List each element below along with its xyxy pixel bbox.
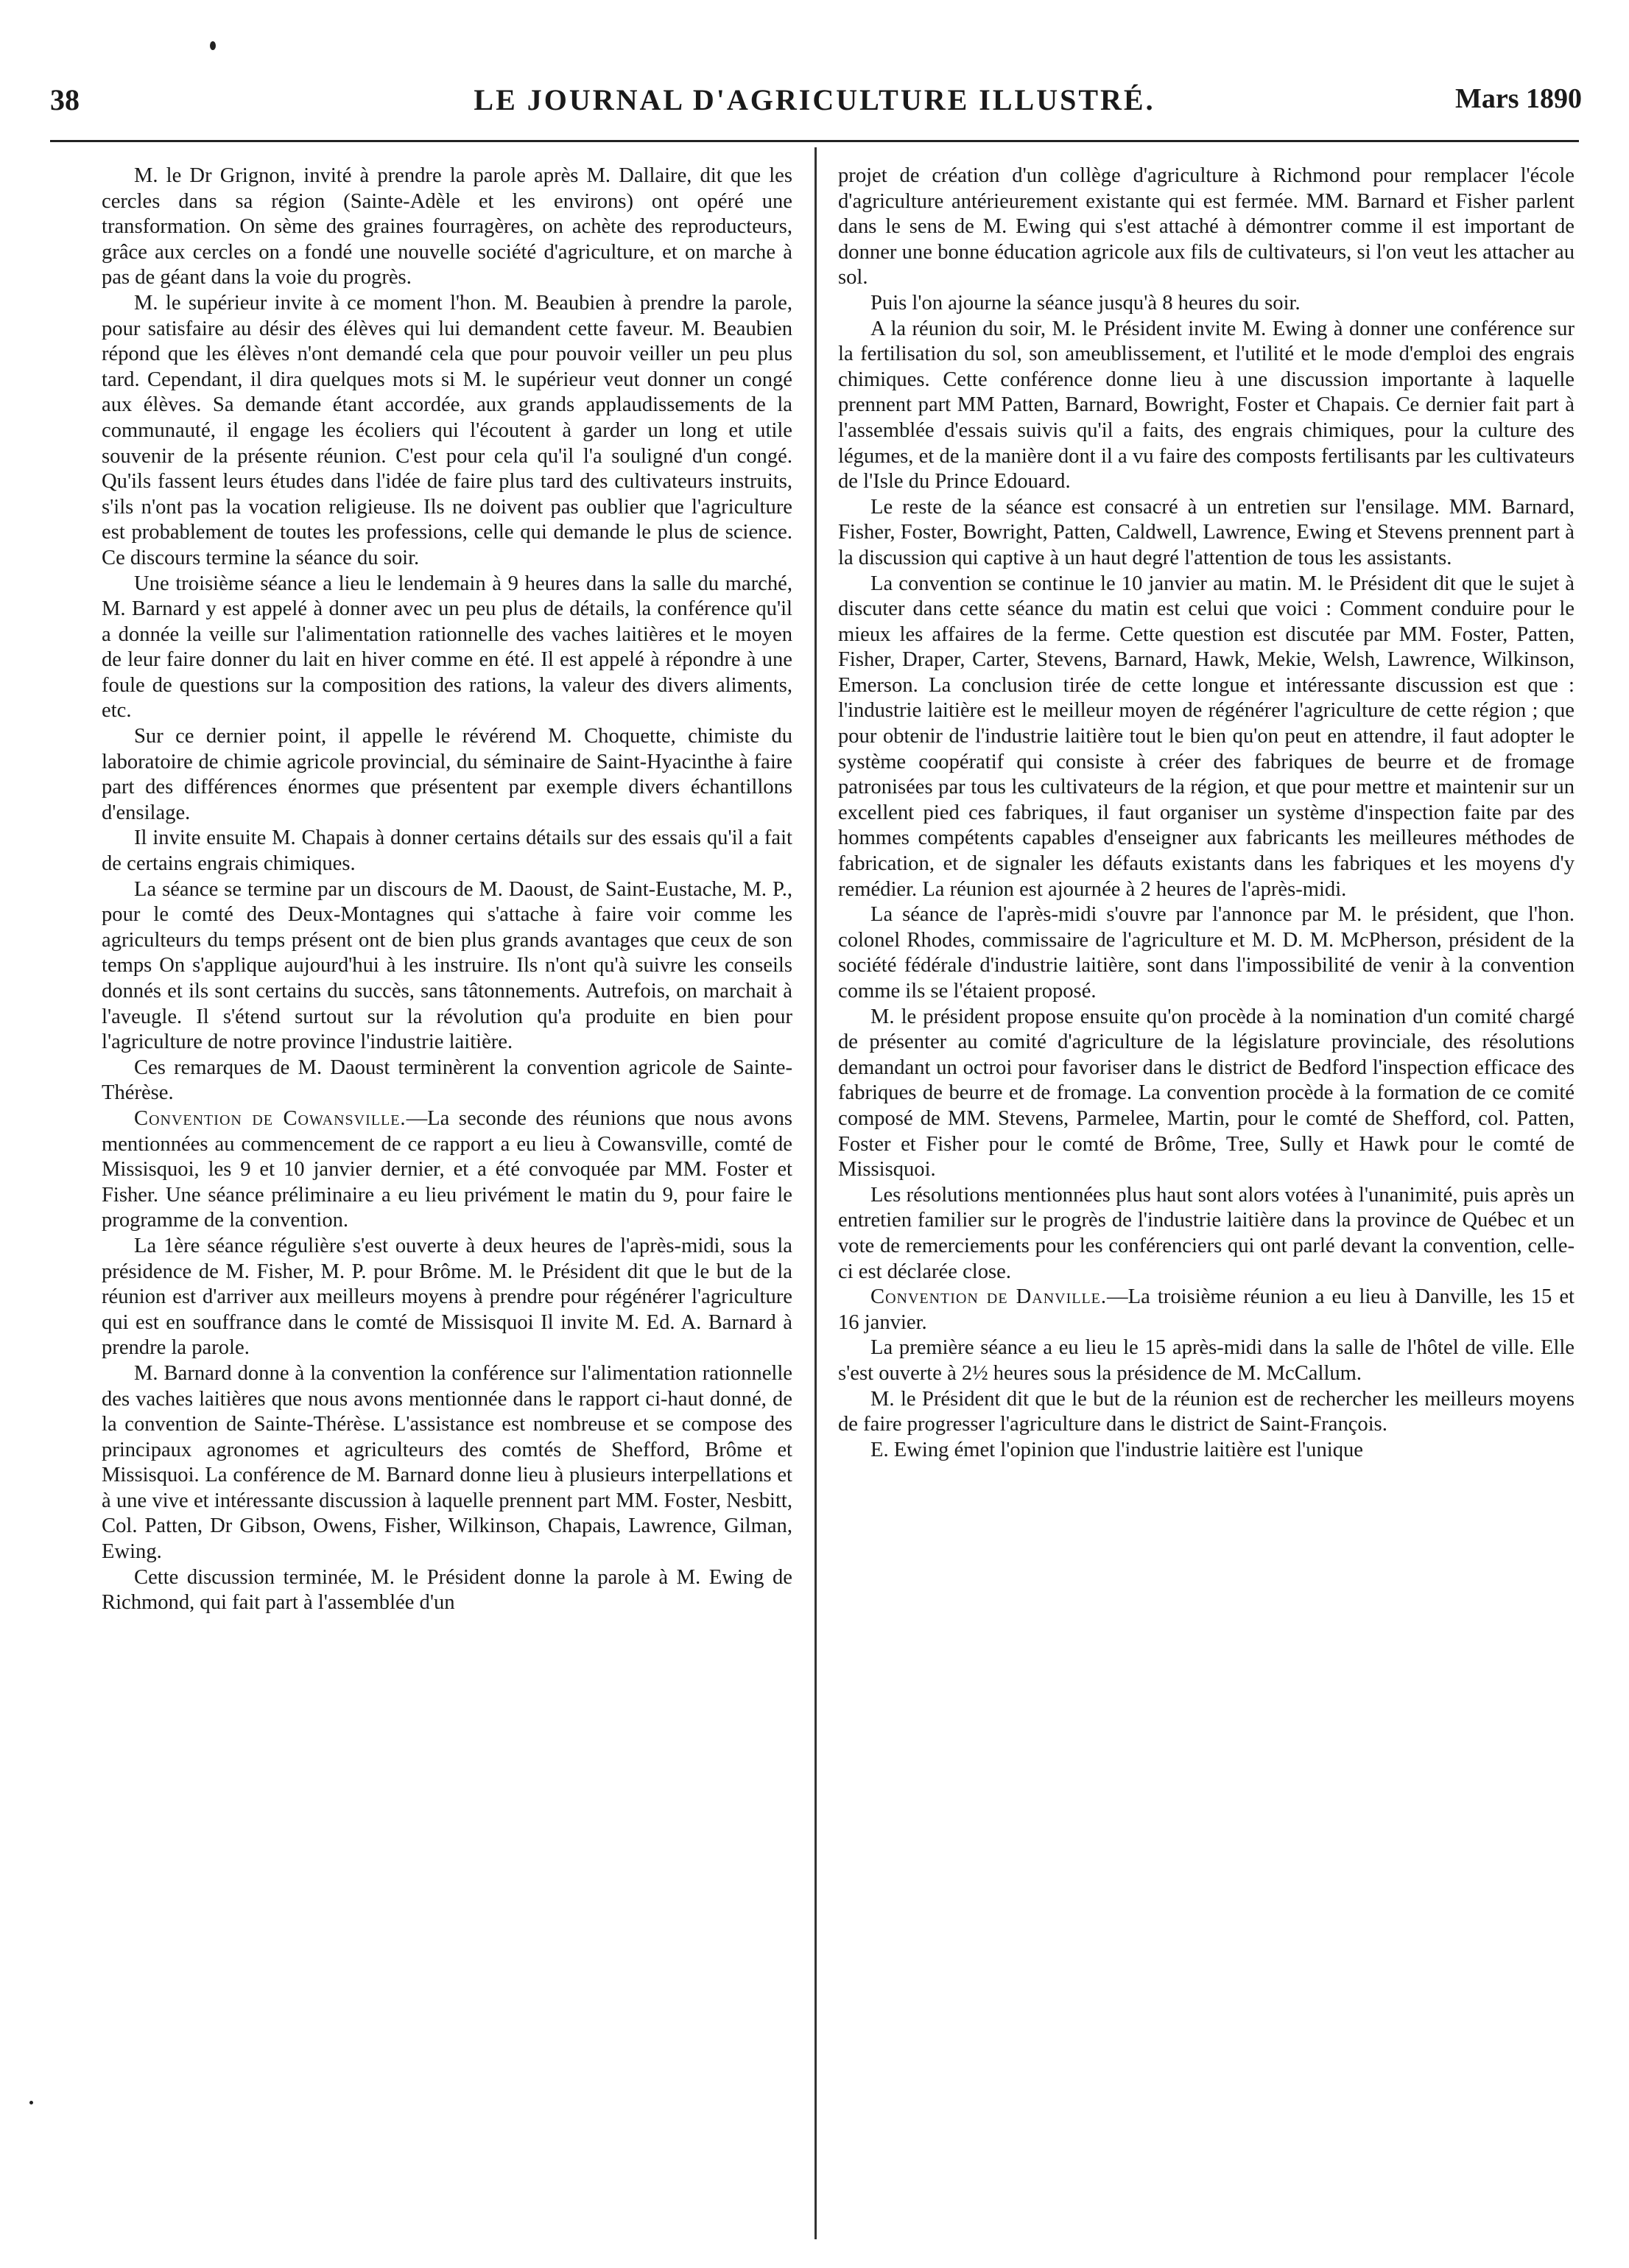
column-divider	[814, 147, 817, 2239]
paragraph-text: M. Barnard donne à la convention la conférence sur l'alimentation rationnelle des vaches laitières que nous avons mentionnée dans le rapport ci-haut donné, de la convention de Sainte-Thérèse. L'assistance est nombreuse et se compose des principaux agronomes et agriculteurs des comtés de Shefford, Brôme et Missisquoi. La conférence de M. Barnard donne lieu à plusieurs interpellations et à une vive et intéressante discussion à laquelle prennent part MM. Foster, Nesbitt, Col. Patten, Dr Gibson, Owens, Fisher, Wilkinson, Chapais, Lawrence, Gilman, Ewing.	[102, 1361, 792, 1564]
ink-speck	[29, 2101, 33, 2104]
paragraph-text: La séance se termine par un discours de M. Daoust, de Saint-Eustache, M. P., pour le comté des Deux-Montagnes qui s'attache à faire voir comme les agriculteurs du temps présent ont de bien plus grands avantages que ceux de son temps On s'applique aujourd'hui à les instruire. Ils n'ont qu'à suivre les conseils donnés et ils sont certains du succès, sans tâtonnements. Autrefois, on marchait à l'aveugle. Il s'étend surtout sur la révolution qu'a produite en bien pour l'agriculture de notre province l'industrie laitière.	[102, 877, 792, 1054]
journal-title: LE JOURNAL D'AGRICULTURE ILLUSTRÉ.	[474, 83, 1155, 116]
article-paragraph	[102, 164, 792, 291]
article-paragraph	[102, 1361, 792, 1565]
page-number: 38	[50, 83, 80, 116]
paragraph-text: M. le Président dit que le but de la réunion est de rechercher les meilleurs moyens de faire progresser l'agriculture dans le district de Saint-François.	[838, 1387, 1575, 1436]
article-paragraph	[102, 572, 792, 725]
ink-speck	[210, 41, 216, 50]
article-paragraph	[838, 1438, 1575, 1464]
article-paragraph	[102, 1565, 792, 1616]
paragraph-text: M. le supérieur invite à ce moment l'hon. M. Beaubien à prendre la parole, pour satisfaire au désir des élèves qui lui demandent cette faveur. M. Beaubien répond que les élèves n'ont demandé cela que pour pouvoir veiller un peu plus tard. Cependant, il dira quelques mots si M. le supérieur veut donner un congé aux élèves. Sa demande étant accordée, aux grands applaudissements de la communauté, il engage les écoliers qui l'écoutent à garder un long et utile souvenir de la présente réunion. C'est pour cela qu'il l'a souligné d'un congé. Qu'ils fassent leurs études dans l'idée de faire plus tard des cultivateurs instruits, s'ils n'ont pas la vocation religieuse. Ils ne doivent pas oublier que l'agriculture est probablement de toutes les professions, celle qui demande le plus de science. Ce discours termine la séance du soir.	[102, 291, 792, 569]
paragraph-text: La séance de l'après-midi s'ouvre par l'annonce par M. le président, que l'hon. colonel Rhodes, commissaire de l'agriculture et M. D. M. McPherson, président de la société fédérale d'industrie laitière, sont dans l'impossibilité de venir à la convention comme ils se l'étaient proposé.	[838, 903, 1575, 1003]
article-paragraph	[838, 1335, 1575, 1386]
paragraph-text: M. le Dr Grignon, invité à prendre la parole après M. Dallaire, dit que les cercles dans sa région (Sainte-Adèle et les environs) ont opéré une transformation. On sème des graines fourragères, on achète des reproducteurs, grâce aux cercles on a fondé une nouvelle société d'agriculture, et on marche à pas de géant dans la voie du progrès.	[102, 164, 792, 289]
section-heading: Convention de Cowansville.	[134, 1106, 407, 1130]
paragraph-text: —La troisième réunion a eu lieu à Danville, les 15 et 16 janvier.	[838, 1285, 1575, 1334]
article-paragraph	[838, 164, 1575, 291]
article-paragraph	[838, 291, 1575, 317]
article-paragraph	[838, 572, 1575, 903]
article-paragraph	[838, 1285, 1575, 1335]
right-column	[838, 164, 1575, 1463]
page-header	[44, 77, 1585, 128]
article-paragraph	[102, 877, 792, 1056]
article-paragraph	[838, 495, 1575, 572]
article-paragraph	[838, 1183, 1575, 1285]
paragraph-text: —La seconde des réunions que nous avons mentionnées au commencement de ce rapport a eu lieu à Cowansville, comté de Missisquoi, les 9 et 10 janvier dernier, et a été convoquée par MM. Foster et Fisher. Une séance préliminaire a eu lieu privément le matin du 9, pour faire le programme de la convention.	[102, 1106, 792, 1232]
paragraph-text: projet de création d'un collège d'agriculture à Richmond pour remplacer l'école d'agriculture antérieurement existante qui est fermée. MM. Barnard et Fisher parlent dans le sens de M. Ewing qui s'est attaché à démontrer comme il est important de donner une bonne éducation agricole aux fils de cultivateurs, si l'on veut les attacher au sol.	[838, 164, 1575, 289]
paragraph-text: Le reste de la séance est consacré à un entretien sur l'ensilage. MM. Barnard, Fisher, Foster, Bowright, Patten, Caldwell, Lawrence, Ewing et Stevens prennent part à la discussion qui captive à un haut degré l'attention de tous les assistants.	[838, 495, 1575, 569]
paragraph-text: E. Ewing émet l'opinion que l'industrie laitière est l'unique	[870, 1438, 1363, 1461]
paragraph-text: Les résolutions mentionnées plus haut sont alors votées à l'unanimité, puis après un entretien familier sur le progrès de l'industrie laitière dans la province de Québec et un vote de remerciements pour les conférenciers qui ont parlé devant la convention, celle-ci est déclarée close.	[838, 1183, 1575, 1283]
paragraph-text: M. le président propose ensuite qu'on procède à la nomination d'un comité chargé de présenter au comité d'agriculture de la législature provinciale, des résolutions demandant un octroi pour favoriser dans le district de Bedford l'inspection efficace des fabriques de beurre et de fromage. La convention procède à la formation de ce comité composé de MM. Stevens, Parmelee, Martin, pour le comté de Shefford, col. Patten, Foster et Fisher pour le comté de Brôme, Tree, Sully et Hawk pour le comté de Missisquoi.	[838, 1005, 1575, 1182]
article-paragraph	[838, 317, 1575, 495]
paragraph-text: Une troisième séance a lieu le lendemain à 9 heures dans la salle du marché, M. Barnard y est appelé à donner avec un peu plus de détails, la conférence qu'il a donnée la veille sur l'alimentation rationnelle des vaches laitières et le moyen de leur faire donner du lait en hiver comme en été. Il est appelé à répondre à une foule de questions sur la composition des rations, la valeur des divers aliments, etc.	[102, 572, 792, 723]
issue-date: Mars 1890	[1454, 83, 1582, 114]
paragraph-text: Sur ce dernier point, il appelle le révérend M. Choquette, chimiste du laboratoire de chimie agricole provincial, du séminaire de Saint-Hyacinthe à faire part des différences énormes que présentent par exemple divers échantillons d'ensilage.	[102, 725, 792, 824]
paragraph-text: La convention se continue le 10 janvier au matin. M. le Président dit que le sujet à discuter dans cette séance du matin est celui que voici : Comment conduire pour le mieux les affaires de la ferme. Cette question est discutée par MM. Foster, Patten, Fisher, Draper, Carter, Stevens, Barnard, Hawk, Mekie, Welsh, Lawrence, Wilkinson, Emerson. La conclusion tirée de cette longue et intéressante discussion est que : l'industrie laitière est le meilleur moyen de régénérer l'agriculture de cette région ; que pour obtenir de l'industrie laitière tout le bien qu'on peut en attendre, il faut adopter le système coopératif qui consiste à créer des fabriques de beurre et de fromage patronisées par tous les cultivateurs de la région, et que pour mettre et maintenir sur un excellent pied ces fabriques, il faut organiser un système d'inspection faite par des hommes compétents capables d'enseigner aux fabricants les meilleures méthodes de fabrication, et de signaler les défauts existants dans les fabriques et les moyens d'y remédier. La réunion est ajournée à 2 heures de l'après-midi.	[838, 572, 1575, 901]
left-column	[102, 164, 792, 1616]
section-heading: Convention de Danville.	[870, 1285, 1108, 1309]
paragraph-text: Ces remarques de M. Daoust terminèrent la convention agricole de Sainte-Thérèse.	[102, 1056, 792, 1105]
paragraph-text: A la réunion du soir, M. le Président invite M. Ewing à donner une conférence sur la fertilisation du sol, son ameublissement, et l'utilité et le mode d'emploi des engrais chimiques. Cette conférence donne lieu à une discussion importante à laquelle prennent part MM Patten, Barnard, Bowright, Foster et Chapais. Ce dernier fait part à l'assemblée d'essais suivis qu'il a faits, des engrais chimiques, pour la culture des légumes, et de la manière dont il a vu faire des composts fertilisants par les cultivateurs de l'Isle du Prince Edouard.	[838, 317, 1575, 494]
article-paragraph	[102, 724, 792, 826]
article-paragraph	[102, 1056, 792, 1106]
paragraph-text: Il invite ensuite M. Chapais à donner certains détails sur des essais qu'il a fait de certains engrais chimiques.	[102, 826, 792, 876]
article-paragraph	[102, 1234, 792, 1361]
article-paragraph	[102, 826, 792, 877]
paragraph-text: La 1ère séance régulière s'est ouverte à deux heures de l'après-midi, sous la présidence de M. Fisher, M. P. pour Brôme. M. le Président dit que le but de la réunion est d'arriver aux meilleurs moyens à prendre pour régénérer l'agriculture qui est en souffrance dans le comté de Missisquoi Il invite M. Ed. A. Barnard à prendre la parole.	[102, 1234, 792, 1360]
article-paragraph	[838, 1005, 1575, 1183]
paragraph-text: La première séance a eu lieu le 15 après-midi dans la salle de l'hôtel de ville. Elle s'est ouverte à 2½ heures sous la présidence de M. McCallum.	[838, 1336, 1575, 1385]
paragraph-text: Cette discussion terminée, M. le Président donne la parole à M. Ewing de Richmond, qui fait part à l'assemblée d'un	[102, 1565, 792, 1615]
article-paragraph	[102, 1106, 792, 1234]
header-rule	[50, 140, 1579, 142]
article-paragraph	[838, 1387, 1575, 1438]
paragraph-text: Puis l'on ajourne la séance jusqu'à 8 heures du soir.	[870, 291, 1301, 315]
article-paragraph	[102, 291, 792, 572]
article-paragraph	[838, 902, 1575, 1004]
